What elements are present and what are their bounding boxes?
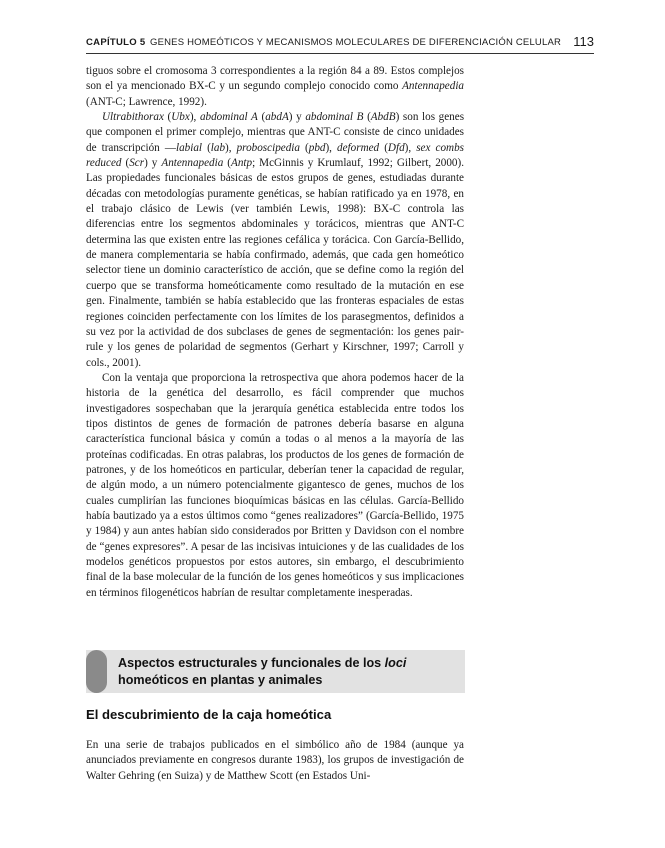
text-run: ) y: [144, 157, 162, 170]
text-run: ) y: [288, 111, 306, 124]
italic-term: sex combs reduced: [86, 141, 464, 170]
paragraph-4: En una serie de trabajos publicados en el simbólico año de 1984 (aunque ya anunciados previamente en congresos durante 1983), los grupos de investigación de Walter Gehring (en Suiza) y de Matthew Scott (en Estados Uni-: [86, 739, 464, 782]
text-run: tiguos sobre el cromosoma 3 correspondientes a la región 84 a 89. Estos complejos son el ya mencionado BX-C y un segundo complejo conocido como: [86, 65, 464, 93]
italic-term: lab: [210, 141, 226, 154]
text-run: (: [163, 111, 172, 124]
italic-term: Antennapedia: [161, 157, 224, 170]
chapter-label: CAPÍTULO 5: [86, 37, 146, 48]
italic-term: Antennapedia: [402, 80, 464, 93]
text-run: ),: [404, 141, 417, 154]
text-run: (ANT-C; Lawrence, 1992).: [86, 95, 207, 108]
italic-term: AbdB: [370, 111, 396, 124]
italic-term: Antp: [231, 157, 253, 170]
text-run: ) son los genes que componen el primer complejo, mientras que ANT-C consiste de cinco unidades de transcripción —: [86, 111, 465, 154]
section-heading: [118, 655, 458, 688]
italic-term: abdominal B: [305, 111, 364, 124]
text-run: Con la ventaja que proporciona la retrospectiva que ahora podemos hacer de la historia de la genética del desarrollo, es fácil comprender que muchos investigadores sospechaban que la jerarquía genética establecida entre todos los tipos distintos de genes de formación de patrones debería basarse en alguna característica funcional básica y común a todas o al menos a la mayoría de las proteínas codificadas. En otras palabras, los productos de los genes de formación de patrones, y de los homeóticos en particular, deberían tener la capacidad de regular, de algún modo, a un número potencialmente gigantesco de genes, muchos de los cuales cumplirían las funciones bioquímicas básicas en las células. García-Bellido había bautizado ya a estos últimos como “genes realizadores” (García-Bellido, 1975 y 1984) y aun antes habían sido considerados por Britten y Davidson con el nombre de “genes expresores”. A pesar de las incisivas intuiciones y de las cualidades de los modelos genéticos propuestos por estos autores, sin embargo, el descubrimiento final de la base molecular de la función de los genes homeóticos y sus implicaciones en términos filogenéticos habrían de resultar completamente inesperadas.: [86, 371, 464, 599]
text-run: (: [201, 141, 211, 154]
italic-term: loci: [384, 656, 407, 670]
text-run: (: [257, 111, 266, 124]
italic-term: abdA: [265, 111, 289, 124]
italic-term: labial: [175, 141, 202, 154]
italic-term: deformed: [337, 141, 380, 154]
text-run: (: [299, 141, 309, 154]
body-text: [86, 64, 464, 601]
text-run: ; McGinnis y Krumlauf, 1992; Gilbert, 2000). Las propiedades funcionales básicas de estos grupos de genes, estudiadas durante décadas con metodologías puramente genéticas, se habían ratificado ya en 1978, en el trabajo clásico de Lewis (ver también Lewis, 1998): BX-C controla las diferencias entre los segmentos abdominales y torácicos, mientras que ANT-C determina las que existen entre las regiones cefálica y torácica. Con García-Bellido, de manera complementaria se había confirmado, además, que cada gen homeótico selector tiene un dominio característico de acción, que se define como la región del cuerpo que se transforma homeóticamente como resultado de la mutación en ese gen. Finalmente, también se había establecido que las fronteras espaciales de estas regiones coinciden perfectamente con los límites de los parasegmentos, definidos a su vez por la actividad de dos subclases de genes de segmentación: los genes pair-rule y los genes de polaridad de segmentos (Gerhart y Kirschner, 1997; Carroll y cols., 2001).: [86, 157, 464, 369]
italic-term: pbd: [308, 141, 326, 154]
text-run: Aspectos estructurales y funcionales de los: [118, 656, 385, 670]
text-run: ),: [225, 141, 237, 154]
paragraph-2: [86, 110, 464, 371]
text-run: homeóticos en plantas y animales: [118, 672, 323, 687]
closing-body-text: [86, 738, 464, 784]
text-run: ),: [189, 111, 200, 124]
text-run: (: [379, 141, 388, 154]
italic-term: Dfd: [387, 141, 405, 154]
text-run: (: [121, 157, 130, 170]
text-run: ),: [325, 141, 338, 154]
chapter-subtitle: GENES HOMEÓTICOS Y MECANISMOS MOLECULARES DE DIFERENCIACIÓN CELULAR: [150, 37, 562, 48]
subsection-heading: El descubrimiento de la caja homeótica: [86, 707, 332, 722]
page-number: 113: [573, 34, 594, 49]
italic-term: Ubx: [171, 111, 190, 124]
italic-term: abdominal A: [199, 111, 258, 124]
paragraph-1: [86, 64, 464, 110]
text-run: (: [223, 157, 232, 170]
paragraph-3: [86, 371, 464, 601]
running-header: [86, 34, 594, 54]
italic-term: Scr: [129, 157, 145, 170]
section-heading-tab: [86, 650, 107, 693]
text-run: (: [363, 111, 371, 124]
italic-term: proboscipedia: [236, 141, 300, 154]
italic-term: Ultrabithorax: [102, 111, 164, 124]
